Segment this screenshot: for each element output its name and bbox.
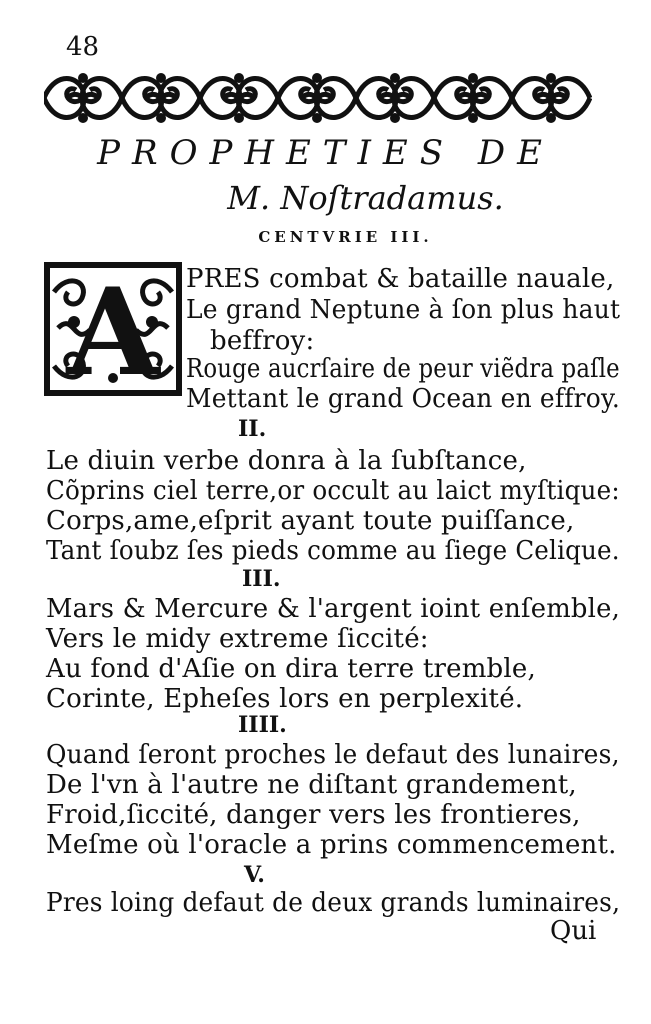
quatrain-2-line-3: Corps,ame,eſprit ayant toute puiſſance, <box>46 506 575 536</box>
quatrain-3-line-1: Mars & Mercure & l'argent ioint enſemble, <box>46 594 620 624</box>
quatrain-5-numeral: V. <box>244 862 265 888</box>
page-number: 48 <box>66 32 100 62</box>
quatrain-5-line-1: Pres loing defaut de deux grands luminaires, <box>46 888 621 918</box>
quatrain-3-line-3: Au fond d'Aſie on dira terre tremble, <box>46 654 536 684</box>
dropcap-ornament <box>44 262 182 396</box>
quatrain-4-line-4: Meſme où l'oracle a prins commencement. <box>46 830 617 860</box>
quatrain-1-line-3: beffroy: <box>210 326 315 356</box>
ornament-band <box>44 66 592 130</box>
quatrain-3-numeral: III. <box>242 566 281 592</box>
quatrain-1-line-5: Mettant le grand Ocean en effroy. <box>186 384 621 414</box>
quatrain-3-line-4: Corinte, Epheſes lors en perplexité. <box>46 684 524 714</box>
catchword: Qui <box>550 916 597 946</box>
quatrain-1-line-4: Rouge aucrſaire de peur viẽdra paſle <box>186 354 620 384</box>
verse-line: PRES combat & bataille nauale, <box>186 264 615 294</box>
quatrain-2-line-1: Le diuin verbe donra à la ſubſtance, <box>46 446 527 476</box>
page-title: PROPHETIES DE <box>97 133 554 173</box>
quatrain-2-line-2: Cõprins ciel terre,or occult au laict myſtique: <box>46 476 620 506</box>
quatrain-4-line-3: Froid,ſiccité, danger vers les frontieres, <box>46 800 581 830</box>
quatrain-2-numeral: II. <box>238 416 267 442</box>
century-heading: CENTVRIE III. <box>258 228 433 246</box>
quatrain-2-line-4: Tant ſoubz ſes pieds comme au ſiege Celique. <box>46 536 620 566</box>
quatrain-1-line-2: Le grand Neptune à ſon plus haut <box>186 295 621 325</box>
quatrain-4-line-1: Quand ſeront proches le defaut des lunaires, <box>46 740 620 770</box>
quatrain-1-line-1 <box>186 266 614 292</box>
quatrain-4-line-2: De l'vn à l'autre ne diſtant grandement, <box>46 770 577 800</box>
quatrain-3-line-2: Vers le midy extreme ſiccité: <box>46 624 429 654</box>
quatrain-4-numeral: IIII. <box>238 712 287 738</box>
page-subtitle: M. Noſtradamus. <box>227 179 504 217</box>
dropcap-letter: A <box>66 262 160 396</box>
